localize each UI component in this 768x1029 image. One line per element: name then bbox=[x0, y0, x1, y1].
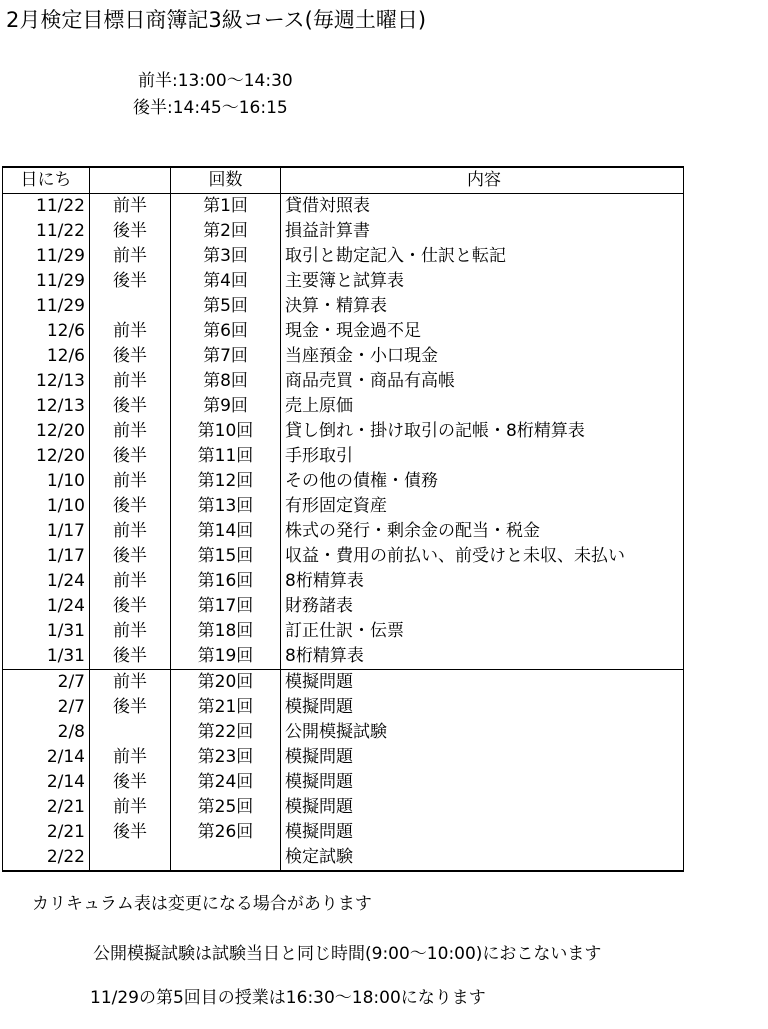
row-date: 2/7 bbox=[3, 695, 90, 720]
row-date: 2/14 bbox=[3, 745, 90, 770]
row-content: 模擬問題 bbox=[281, 770, 684, 795]
row-num: 第4回 bbox=[171, 269, 281, 294]
row-content: 公開模擬試験 bbox=[281, 720, 684, 745]
row-num: 第19回 bbox=[171, 644, 281, 670]
row-half: 前半 bbox=[90, 795, 171, 820]
row-num: 第22回 bbox=[171, 720, 281, 745]
row-num: 第7回 bbox=[171, 344, 281, 369]
table-row bbox=[3, 544, 684, 569]
row-num: 第13回 bbox=[171, 494, 281, 519]
table-row bbox=[3, 519, 684, 544]
table-row bbox=[3, 494, 684, 519]
row-content: 8桁精算表 bbox=[281, 569, 684, 594]
table-row bbox=[3, 670, 684, 696]
row-half: 後半 bbox=[90, 594, 171, 619]
row-num: 第8回 bbox=[171, 369, 281, 394]
table-row bbox=[3, 294, 684, 319]
row-content: その他の債権・債務 bbox=[281, 469, 684, 494]
row-half: 後半 bbox=[90, 695, 171, 720]
table-row bbox=[3, 269, 684, 294]
row-content: 模擬問題 bbox=[281, 670, 684, 696]
row-half: 前半 bbox=[90, 569, 171, 594]
row-half: 前半 bbox=[90, 619, 171, 644]
row-date: 1/31 bbox=[3, 619, 90, 644]
row-half: 前半 bbox=[90, 519, 171, 544]
row-date: 12/6 bbox=[3, 319, 90, 344]
row-content: 商品売買・商品有高帳 bbox=[281, 369, 684, 394]
row-content: 模擬問題 bbox=[281, 695, 684, 720]
row-date: 1/31 bbox=[3, 644, 90, 670]
row-date: 2/22 bbox=[3, 845, 90, 871]
row-content: 手形取引 bbox=[281, 444, 684, 469]
row-half: 後半 bbox=[90, 344, 171, 369]
row-half: 後半 bbox=[90, 394, 171, 419]
row-date: 1/10 bbox=[3, 469, 90, 494]
row-date: 2/7 bbox=[3, 670, 90, 696]
row-date: 1/24 bbox=[3, 569, 90, 594]
row-date: 2/21 bbox=[3, 795, 90, 820]
second-half-time: 後半:14:45～16:15 bbox=[133, 98, 288, 118]
row-num: 第15回 bbox=[171, 544, 281, 569]
row-half: 前半 bbox=[90, 244, 171, 269]
row-num: 第11回 bbox=[171, 444, 281, 469]
row-date: 12/13 bbox=[3, 394, 90, 419]
row-half: 後半 bbox=[90, 494, 171, 519]
row-half bbox=[90, 845, 171, 871]
row-num: 第1回 bbox=[171, 194, 281, 220]
row-date: 2/8 bbox=[3, 720, 90, 745]
row-content: 損益計算書 bbox=[281, 219, 684, 244]
row-half: 前半 bbox=[90, 194, 171, 220]
row-num: 第25回 bbox=[171, 795, 281, 820]
table-row bbox=[3, 845, 684, 871]
row-content: 模擬問題 bbox=[281, 820, 684, 845]
row-half: 後半 bbox=[90, 269, 171, 294]
row-num: 第17回 bbox=[171, 594, 281, 619]
note-mock-exam-time: 公開模擬試験は試験当日と同じ時間(9:00～10:00)におこないます bbox=[93, 944, 602, 964]
row-date: 1/10 bbox=[3, 494, 90, 519]
schedule-body bbox=[3, 167, 684, 871]
row-content: 模擬問題 bbox=[281, 745, 684, 770]
row-content: 訂正仕訳・伝票 bbox=[281, 619, 684, 644]
row-content: 売上原価 bbox=[281, 394, 684, 419]
row-content: 決算・精算表 bbox=[281, 294, 684, 319]
row-content: 当座預金・小口現金 bbox=[281, 344, 684, 369]
row-date: 1/24 bbox=[3, 594, 90, 619]
table-header-row bbox=[3, 167, 684, 194]
row-num: 第20回 bbox=[171, 670, 281, 696]
row-content: 収益・費用の前払い、前受けと未収、未払い bbox=[281, 544, 684, 569]
row-date: 11/22 bbox=[3, 219, 90, 244]
header-date: 日にち bbox=[3, 167, 90, 194]
row-content: 貸借対照表 bbox=[281, 194, 684, 220]
row-num: 第21回 bbox=[171, 695, 281, 720]
table-row bbox=[3, 720, 684, 745]
row-num: 第10回 bbox=[171, 419, 281, 444]
row-date: 12/20 bbox=[3, 444, 90, 469]
row-half: 後半 bbox=[90, 644, 171, 670]
row-half: 前半 bbox=[90, 419, 171, 444]
table-row bbox=[3, 194, 684, 220]
row-num: 第23回 bbox=[171, 745, 281, 770]
row-num: 第24回 bbox=[171, 770, 281, 795]
row-date: 1/17 bbox=[3, 519, 90, 544]
row-content: 有形固定資産 bbox=[281, 494, 684, 519]
table-row bbox=[3, 569, 684, 594]
table-row bbox=[3, 594, 684, 619]
table-row bbox=[3, 369, 684, 394]
row-date: 11/29 bbox=[3, 294, 90, 319]
row-half: 後半 bbox=[90, 444, 171, 469]
row-half: 後半 bbox=[90, 770, 171, 795]
row-num: 第9回 bbox=[171, 394, 281, 419]
row-num: 第18回 bbox=[171, 619, 281, 644]
row-half: 前半 bbox=[90, 319, 171, 344]
row-date: 1/17 bbox=[3, 544, 90, 569]
row-date: 11/29 bbox=[3, 269, 90, 294]
row-content: 現金・現金過不足 bbox=[281, 319, 684, 344]
row-num: 第6回 bbox=[171, 319, 281, 344]
row-num: 第16回 bbox=[171, 569, 281, 594]
row-num bbox=[171, 845, 281, 871]
table-row bbox=[3, 444, 684, 469]
table-row bbox=[3, 644, 684, 670]
page-title: 2月検定目標日商簿記3級コース(毎週土曜日) bbox=[6, 8, 427, 32]
row-half: 前半 bbox=[90, 745, 171, 770]
table-row bbox=[3, 394, 684, 419]
note-lesson5-time: 11/29の第5回目の授業は16:30～18:00になります bbox=[90, 988, 486, 1008]
header-half bbox=[90, 167, 171, 194]
table-row bbox=[3, 619, 684, 644]
row-content: 貸し倒れ・掛け取引の記帳・8桁精算表 bbox=[281, 419, 684, 444]
table-row bbox=[3, 419, 684, 444]
row-half: 前半 bbox=[90, 670, 171, 696]
row-date: 12/20 bbox=[3, 419, 90, 444]
row-num: 第26回 bbox=[171, 820, 281, 845]
row-num: 第2回 bbox=[171, 219, 281, 244]
row-content: 模擬問題 bbox=[281, 795, 684, 820]
row-half: 後半 bbox=[90, 219, 171, 244]
row-num: 第3回 bbox=[171, 244, 281, 269]
row-half: 後半 bbox=[90, 544, 171, 569]
row-half: 後半 bbox=[90, 820, 171, 845]
row-content: 主要簿と試算表 bbox=[281, 269, 684, 294]
row-num: 第14回 bbox=[171, 519, 281, 544]
row-content: 財務諸表 bbox=[281, 594, 684, 619]
table-row bbox=[3, 244, 684, 269]
row-date: 2/21 bbox=[3, 820, 90, 845]
row-date: 11/29 bbox=[3, 244, 90, 269]
row-content: 8桁精算表 bbox=[281, 644, 684, 670]
table-row bbox=[3, 695, 684, 720]
table-row bbox=[3, 770, 684, 795]
header-num: 回数 bbox=[171, 167, 281, 194]
table-row bbox=[3, 219, 684, 244]
first-half-time: 前半:13:00～14:30 bbox=[138, 71, 293, 91]
table-row bbox=[3, 319, 684, 344]
row-half bbox=[90, 720, 171, 745]
row-date: 12/6 bbox=[3, 344, 90, 369]
row-date: 12/13 bbox=[3, 369, 90, 394]
row-content: 検定試験 bbox=[281, 845, 684, 871]
table-row bbox=[3, 795, 684, 820]
table-row bbox=[3, 820, 684, 845]
table-row bbox=[3, 469, 684, 494]
note-curriculum-change: カリキュラム表は変更になる場合があります bbox=[32, 894, 372, 914]
row-num: 第5回 bbox=[171, 294, 281, 319]
row-content: 取引と勘定記入・仕訳と転記 bbox=[281, 244, 684, 269]
table-row bbox=[3, 344, 684, 369]
schedule-table bbox=[2, 166, 684, 872]
row-half: 前半 bbox=[90, 369, 171, 394]
row-date: 2/14 bbox=[3, 770, 90, 795]
row-content: 株式の発行・剰余金の配当・税金 bbox=[281, 519, 684, 544]
table-row bbox=[3, 745, 684, 770]
row-date: 11/22 bbox=[3, 194, 90, 220]
row-half: 前半 bbox=[90, 469, 171, 494]
row-half bbox=[90, 294, 171, 319]
row-num: 第12回 bbox=[171, 469, 281, 494]
header-content: 内容 bbox=[281, 167, 684, 194]
